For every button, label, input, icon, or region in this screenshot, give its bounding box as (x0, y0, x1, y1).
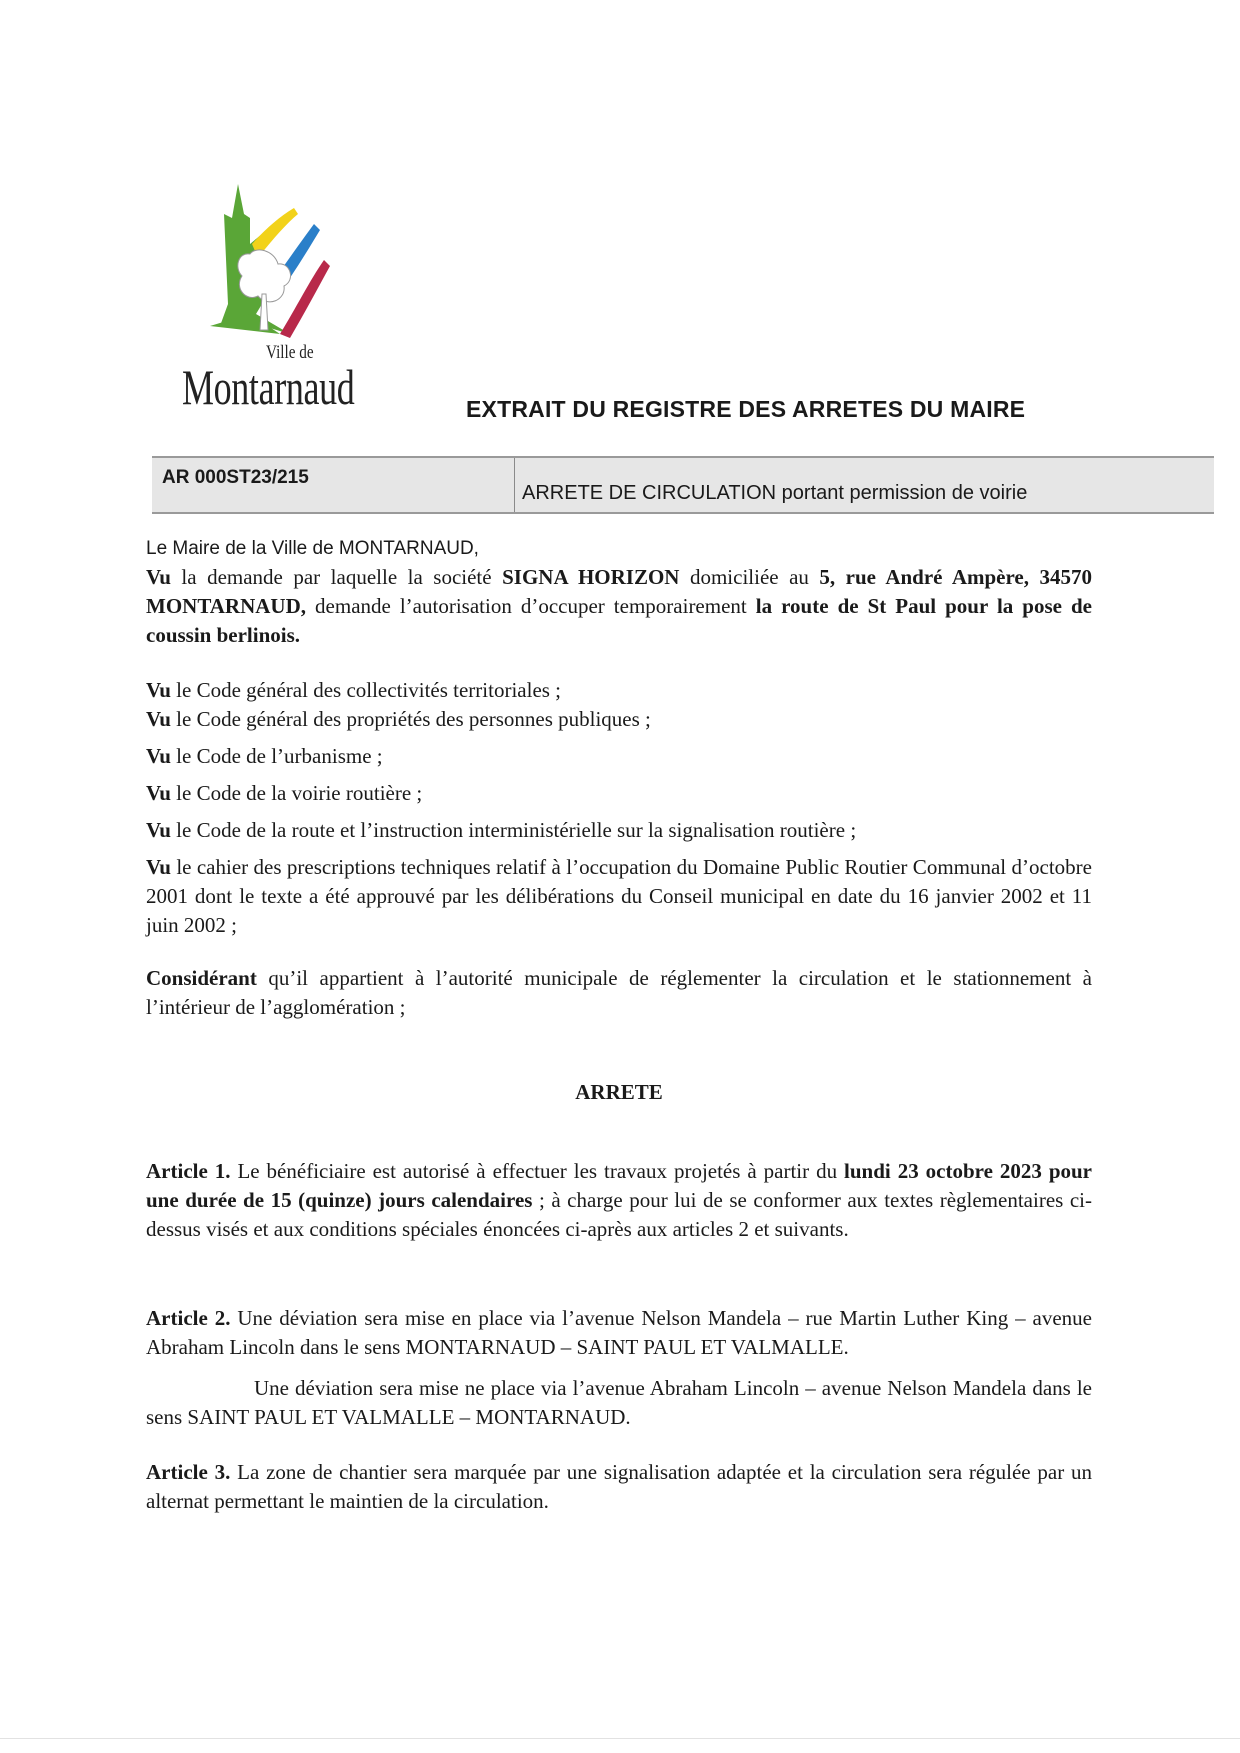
company-name: SIGNA HORIZON (502, 565, 680, 589)
article-2-continuation: Une déviation sera mise ne place via l’avenue Abraham Lincoln – avenue Nelson Mandela dans le sens SAINT PAUL ET VALMALLE – MONTARNAUD. (146, 1376, 1092, 1429)
document-body (146, 534, 1092, 1516)
logo-name: Montarnaud (182, 359, 355, 415)
vu-text: le Code de la route et l’instruction interministérielle sur la signalisation routière ; (170, 818, 857, 842)
vu-text: le Code général des propriétés des personnes publiques ; (170, 707, 651, 731)
article-text: ; à charge pour lui de se conformer aux textes règlementaires ci-dessus visés et aux conditions spéciales énoncées ci-après aux articles 2 et suivants. (146, 1188, 1092, 1241)
vu-label: Vu (146, 707, 171, 731)
article-label: Article 2. (146, 1306, 231, 1330)
vu-label: Vu (146, 781, 171, 805)
city-logo (178, 184, 358, 414)
article-text: Une déviation sera mise en place via l’avenue Nelson Mandela – rue Martin Luther King – avenue Abraham Lincoln dans le sens MONTARNAUD – SAINT PAUL ET VALMALLE. (146, 1306, 1092, 1359)
vu-item (146, 742, 1092, 771)
article-3 (146, 1458, 1092, 1516)
vu-item (146, 676, 1092, 705)
article-dates: lundi 23 octobre 2023 pour une durée de 15 (quinze) jours calendaires (146, 1159, 1092, 1212)
company-address: 5, rue André Ampère, 34570 MONTARNAUD, (146, 565, 1092, 618)
intro-text-1: la demande par laquelle la société (170, 565, 503, 589)
vu-label: Vu (146, 855, 171, 879)
request-object: la route de St Paul pour la pose de coussin berlinois. (146, 594, 1092, 647)
vu-text: le Code général des collectivités territoriales ; (170, 678, 562, 702)
table-divider (514, 458, 515, 512)
vu-text: le cahier des prescriptions techniques relatif à l’occupation du Domaine Public Routier Communal d’octobre 2001 dont le texte a été approuvé par les délibérations du Conseil municipal en date du 16 janvier 2002 et 11 juin 2002 ; (146, 855, 1092, 937)
montarnaud-emblem-icon (210, 184, 340, 344)
vu-text: le Code de la voirie routière ; (170, 781, 423, 805)
considerant-text: qu’il appartient à l’autorité municipale de réglementer la circulation et le stationnement à l’intérieur de l’agglomération ; (146, 966, 1092, 1019)
vu-text: le Code de l’urbanisme ; (170, 744, 383, 768)
considerant-paragraph (146, 964, 1092, 1022)
article-2 (146, 1304, 1092, 1362)
intro-line: Le Maire de la Ville de MONTARNAUD, (146, 538, 479, 559)
reference-description: ARRETE DE CIRCULATION portant permission de voirie (522, 482, 1028, 504)
vu-item (146, 853, 1092, 940)
article-text: Le bénéficiaire est autorisé à effectuer les travaux projetés à partir du (230, 1159, 845, 1183)
logo-subtitle: Ville de (266, 342, 314, 363)
intro-text-2: domiciliée au (679, 565, 820, 589)
vu-item (146, 816, 1092, 845)
vu-item (146, 779, 1092, 808)
article-label: Article 1. (146, 1159, 231, 1183)
scan-edge-line (0, 1738, 1240, 1739)
vu-item (146, 705, 1092, 734)
vu-label: Vu (146, 818, 171, 842)
article-1 (146, 1157, 1092, 1244)
intro-request (146, 563, 1092, 650)
reference-code: AR 000ST23/215 (162, 467, 309, 488)
article-text: La zone de chantier sera marquée par une signalisation adaptée et la circulation sera régulée par un alternat permettant le maintien de la circulation. (146, 1460, 1093, 1513)
arrete-heading: ARRETE (575, 1080, 663, 1104)
vu-label: Vu (146, 744, 171, 768)
reference-table (152, 456, 1214, 514)
article-label: Article 3. (146, 1460, 231, 1484)
page-title: EXTRAIT DU REGISTRE DES ARRETES DU MAIRE (466, 396, 1026, 422)
intro-text-3: demande l’autorisation d’occuper temporairement (306, 594, 756, 618)
vu-label: Vu (146, 565, 171, 589)
considerant-label: Considérant (146, 966, 257, 990)
vu-label: Vu (146, 678, 171, 702)
